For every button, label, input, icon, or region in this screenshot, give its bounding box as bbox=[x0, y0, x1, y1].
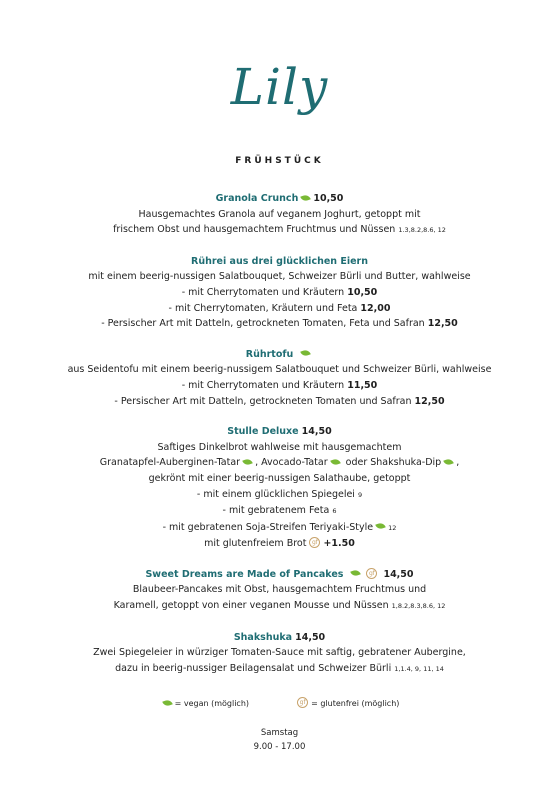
legend bbox=[0, 697, 559, 710]
option-text: - mit gebratenem Feta bbox=[222, 505, 330, 517]
item-price: 10,50 bbox=[313, 193, 344, 204]
item-description-text: Karamell, getoppt von einer veganen Mousse und Nüssen bbox=[113, 600, 389, 612]
leaf-icon bbox=[443, 457, 454, 466]
menu-item-ruehrei bbox=[0, 254, 559, 332]
item-title: Rührtofu bbox=[245, 348, 294, 360]
item-description bbox=[0, 222, 559, 239]
gluten-free-icon: gf bbox=[297, 697, 308, 708]
allergen-codes: 1,1.4, 9, 11, 14 bbox=[394, 664, 444, 673]
item-title-line bbox=[0, 191, 559, 207]
menu-list bbox=[0, 191, 559, 692]
item-price: 14,50 bbox=[301, 426, 332, 438]
option-text: - mit Cherrytomaten, Kräutern und Feta bbox=[168, 302, 358, 314]
menu-item-ruehrtofu bbox=[0, 347, 559, 409]
option-price: 12,00 bbox=[360, 302, 391, 314]
item-option bbox=[0, 520, 559, 537]
item-option bbox=[0, 536, 559, 552]
gluten-free-icon: gf bbox=[309, 537, 320, 548]
option-text: - mit Cherrytomaten und Kräutern bbox=[181, 286, 345, 298]
leaf-icon bbox=[162, 698, 173, 707]
option-text: - mit gebratenen Soja-Streifen Teriyaki-Style bbox=[162, 521, 374, 533]
allergen-codes: 12 bbox=[388, 523, 397, 532]
option-text: mit glutenfreiem Brot bbox=[204, 538, 307, 550]
item-title: Granola Crunch bbox=[215, 193, 299, 204]
menu-heading: FRÜHSTÜCK bbox=[235, 156, 324, 166]
item-description: mit einem beerig-nussigen Salatbouquet, Schweizer Bürli und Butter, wahlweise bbox=[88, 271, 471, 283]
leaf-icon bbox=[351, 569, 362, 578]
item-description-text: dazu in beerig-nussiger Beilagensalat und Schweizer Bürli bbox=[115, 662, 392, 674]
item-option bbox=[0, 394, 559, 410]
item-description-text: Granatapfel-Auberginen-Tatar bbox=[99, 457, 241, 469]
item-description: aus Seidentofu mit einem beerig-nussigem Salatbouquet und Schweizer Bürli, wahlweise bbox=[67, 364, 492, 376]
item-description bbox=[0, 661, 559, 678]
item-price: 14,50 bbox=[295, 631, 326, 643]
opening-hours bbox=[0, 726, 559, 754]
item-option bbox=[0, 301, 559, 317]
item-title: Shakshuka bbox=[233, 631, 293, 643]
item-title: Rührei aus drei glücklichen Eiern bbox=[191, 255, 368, 267]
item-description: Blaubeer-Pancakes mit Obst, hausgemachtem Fruchtmus und bbox=[132, 584, 427, 596]
option-price: 11,50 bbox=[347, 379, 378, 391]
item-description-text: , Avocado-Tatar bbox=[255, 457, 328, 469]
allergen-codes: 9 bbox=[357, 490, 363, 499]
leaf-icon bbox=[242, 457, 253, 466]
item-description-text: frischem Obst und hausgemachtem Fruchtmus und Nüssen bbox=[113, 224, 396, 236]
item-description-text: oder Shakshuka-Dip bbox=[342, 457, 442, 469]
item-description: Saftiges Dinkelbrot wahlweise mit hausgemachtem bbox=[157, 441, 402, 453]
leaf-icon bbox=[375, 522, 386, 531]
item-description: Zwei Spiegeleier in würziger Tomaten-Sauce mit saftig, gebratener Aubergine, bbox=[93, 647, 466, 659]
item-price: 14,50 bbox=[383, 568, 414, 580]
item-title: Sweet Dreams are Made of Pancakes bbox=[145, 568, 344, 580]
item-description-text: , bbox=[456, 457, 460, 469]
item-description: gekrönt mit einer beerig-nussigen Salathaube, getoppt bbox=[148, 472, 411, 484]
leaf-icon bbox=[300, 349, 311, 358]
item-option bbox=[0, 285, 559, 301]
allergen-codes: 6 bbox=[332, 507, 337, 516]
option-text: - mit einem glücklichen Spiegelei bbox=[196, 488, 355, 500]
menu-item-pancakes bbox=[0, 567, 559, 615]
menu-item-stulle-deluxe bbox=[0, 424, 559, 552]
leaf-icon bbox=[301, 193, 312, 202]
item-option bbox=[0, 487, 559, 504]
item-option bbox=[0, 316, 559, 332]
option-price: +1.50 bbox=[323, 538, 355, 550]
menu-item-granola bbox=[0, 191, 559, 239]
option-price: 12,50 bbox=[414, 395, 445, 407]
hours-time: 9.00 - 17.00 bbox=[253, 742, 306, 752]
item-description: Hausgemachtes Granola auf veganem Joghurt, getoppt mit bbox=[138, 208, 421, 220]
leaf-icon bbox=[330, 457, 341, 466]
menu-item-shakshuka bbox=[0, 630, 559, 678]
option-text: - mit Cherrytomaten und Kräutern bbox=[181, 379, 345, 391]
option-price: 10,50 bbox=[347, 286, 378, 298]
allergen-codes: 1.3,8.2,8.6, 12 bbox=[398, 226, 446, 235]
item-option bbox=[0, 503, 559, 520]
legend-vegan: = vegan (möglich) bbox=[174, 699, 250, 708]
option-text: - Persischer Art mit Datteln, getrockneten Tomaten und Safran bbox=[114, 395, 412, 407]
option-text: - Persischer Art mit Datteln, getrockneten Tomaten, Feta und Safran bbox=[101, 318, 425, 330]
legend-glutenfree: = glutenfrei (möglich) bbox=[311, 699, 400, 708]
allergen-codes: 1,8.2,8.3,8.6, 12 bbox=[391, 602, 446, 611]
gluten-free-icon: gf bbox=[366, 568, 377, 579]
item-description bbox=[0, 455, 559, 471]
option-price: 12,50 bbox=[427, 318, 458, 330]
hours-day: Samstag bbox=[260, 728, 299, 738]
item-title: Stulle Deluxe bbox=[227, 426, 299, 438]
item-description bbox=[0, 598, 559, 615]
restaurant-logo: Lily bbox=[230, 58, 329, 116]
item-option bbox=[0, 378, 559, 394]
